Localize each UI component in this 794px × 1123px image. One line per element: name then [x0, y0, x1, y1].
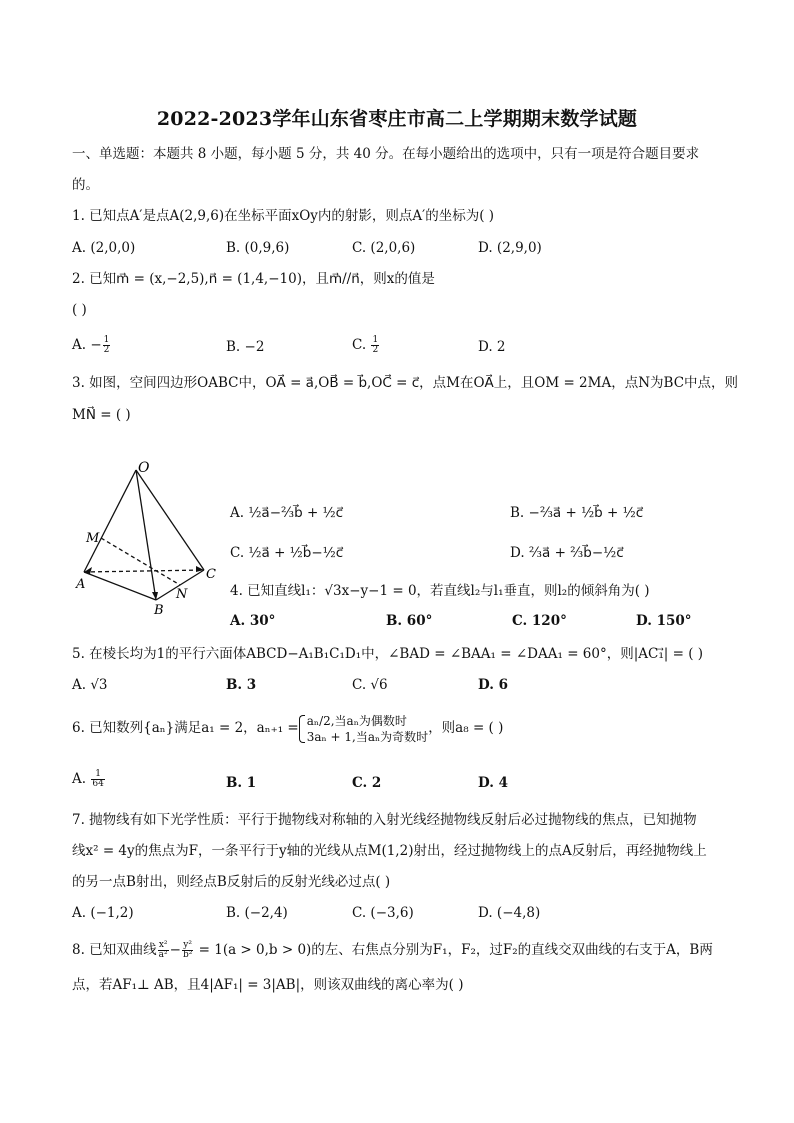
fraction: $\frac{1}{64}$ — [92, 769, 104, 789]
edge-ob — [136, 470, 156, 600]
question-5-option-b[interactable]: B. 3 — [226, 677, 257, 693]
fraction: $\frac{\text{y²}}{\text{b²}}$ — [182, 940, 193, 960]
question-6-option-a[interactable]: A. $\frac{1}{64}$ — [72, 769, 104, 789]
edge-oa — [84, 470, 136, 572]
question-3-text-line2: MN⃗ = ( ) — [72, 407, 131, 423]
question-2-paren: ( ) — [72, 302, 87, 318]
question-7-text-line1: 7. 抛物线有如下光学性质：平行于抛物线对称轴的入射光线经抛物线反射后必过抛物线的焦点，已知抛物 — [72, 812, 697, 828]
label-c: C — [206, 567, 216, 582]
question-4-option-d[interactable]: D. 150° — [636, 613, 692, 629]
question-1-option-a[interactable]: A. (2,0,0) — [72, 240, 136, 256]
question-2-option-a[interactable]: A. − $\frac{1}{2}$ — [72, 335, 110, 355]
question-1-option-b[interactable]: B. (0,9,6) — [226, 240, 290, 256]
question-6-text: 6. 已知数列{aₙ}满足a₁ = 2，aₙ₊₁ = aₙ/2,当aₙ为偶数时 3aₙ + 1,当aₙ为奇数时 ，则a₈ = ( ) — [72, 713, 504, 744]
fraction: $\frac{1}{2}$ — [103, 335, 110, 355]
question-5-option-a[interactable]: A. √3 — [72, 677, 108, 693]
label-m: M — [86, 531, 100, 546]
question-7-text-line2: 线x² = 4y的焦点为F，一条平行于y轴的光线从点M(1,2)射出，经过抛物线上的点A反射后，再经抛物线上 — [72, 843, 707, 859]
fraction: $\frac{\text{x²}}{\text{a²}}$ — [158, 940, 168, 960]
question-6-option-d[interactable]: D. 4 — [478, 775, 509, 791]
question-7-option-c[interactable]: C. (−3,6) — [352, 905, 414, 921]
question-4-option-b[interactable]: B. 60° — [386, 613, 433, 629]
edge-ac-dashed — [84, 570, 204, 572]
question-7-option-a[interactable]: A. (−1,2) — [72, 905, 134, 921]
question-2-text: 2. 已知m⃗ = (x,−2,5),n⃗ = (1,4,−10)，且m⃗//n⃗，则x的值是 — [72, 271, 435, 287]
question-2-option-d[interactable]: D. 2 — [478, 339, 506, 355]
segment-mn-dashed — [101, 538, 180, 585]
section-instruction-line1: 一、单选题：本题共 8 小题，每小题 5 分，共 40 分。在每小题给出的选项中，只有一项是符合题目要求 — [72, 146, 700, 162]
label-b: B — [154, 603, 164, 618]
question-4-option-a[interactable]: A. 30° — [230, 613, 276, 629]
question-7-option-b[interactable]: B. (−2,4) — [226, 905, 288, 921]
edge-oc — [136, 470, 204, 570]
question-7-option-d[interactable]: D. (−4,8) — [478, 905, 541, 921]
page-title: 2022-2023学年山东省枣庄市高二上学期期末数学试题 — [156, 108, 638, 130]
question-8-text-line2: 点，若AF₁⊥ AB，且4|AF₁| = 3|AB|，则该双曲线的离心率为( ) — [72, 977, 464, 993]
piecewise-definition: aₙ/2,当aₙ为偶数时 3aₙ + 1,当aₙ为奇数时 — [299, 713, 428, 745]
question-1-option-c[interactable]: C. (2,0,6) — [352, 240, 416, 256]
question-5-text: 5. 在棱长均为1的平行六面体ABCD−A₁B₁C₁D₁中，∠BAD = ∠BAA₁ = ∠DAA₁ = 60°，则|AC₁⃗| = ( ) — [72, 646, 704, 662]
question-5-option-d[interactable]: D. 6 — [478, 677, 509, 693]
question-6-option-c[interactable]: C. 2 — [352, 775, 382, 791]
question-8-text-line1: 8. 已知双曲线 $\frac{\text{x²}}{\text{a²}}$ − $\frac{\text{y²}}{\text{b²}}$ = 1(a > 0,b > 0)的左、右焦点分别为F₁，F₂，过F₂的直线交双曲线的右支于A，B两 — [72, 940, 713, 960]
tetrahedron-figure — [72, 458, 232, 618]
label-n: N — [176, 587, 188, 602]
question-6-option-b[interactable]: B. 1 — [226, 775, 257, 791]
question-3-option-c[interactable]: C. ½a⃗ + ½b⃗−½c⃗ — [230, 545, 344, 561]
question-4-option-c[interactable]: C. 120° — [512, 613, 567, 629]
question-5-option-c[interactable]: C. √6 — [352, 677, 388, 693]
question-2-option-b[interactable]: B. −2 — [226, 339, 265, 355]
section-instruction-line2: 的。 — [72, 177, 99, 193]
question-7-text-line3: 的另一点B射出，则经点B反射后的反射光线必过点( ) — [72, 874, 391, 890]
question-1-option-d[interactable]: D. (2,9,0) — [478, 240, 542, 256]
question-3-text-line1: 3. 如图，空间四边形OABC中，OA⃗ = a⃗,OB⃗ = b⃗,OC⃗ = c⃗，点M在OA⃗上，且OM = 2MA，点N为BC中点，则 — [72, 375, 739, 391]
question-4-text: 4. 已知直线l₁：√3x−y−1 = 0，若直线l₂与l₁垂直，则l₂的倾斜角为( ) — [230, 583, 650, 599]
label-a: A — [76, 577, 86, 592]
question-3-option-a[interactable]: A. ½a⃗−⅔b⃗ + ½c⃗ — [230, 505, 344, 521]
question-2-option-c[interactable]: C. $\frac{1}{2}$ — [352, 335, 379, 355]
fraction: $\frac{1}{2}$ — [372, 335, 379, 355]
question-3-option-d[interactable]: D. ⅔a⃗ + ⅔b⃗−½c⃗ — [510, 545, 624, 561]
question-3-option-b[interactable]: B. −⅔a⃗ + ½b⃗ + ½c⃗ — [510, 505, 644, 521]
question-1-text: 1. 已知点A′是点A(2,9,6)在坐标平面xOy内的射影，则点A′的坐标为( ) — [72, 208, 495, 224]
edge-ab — [84, 572, 156, 600]
label-o: O — [138, 460, 150, 476]
